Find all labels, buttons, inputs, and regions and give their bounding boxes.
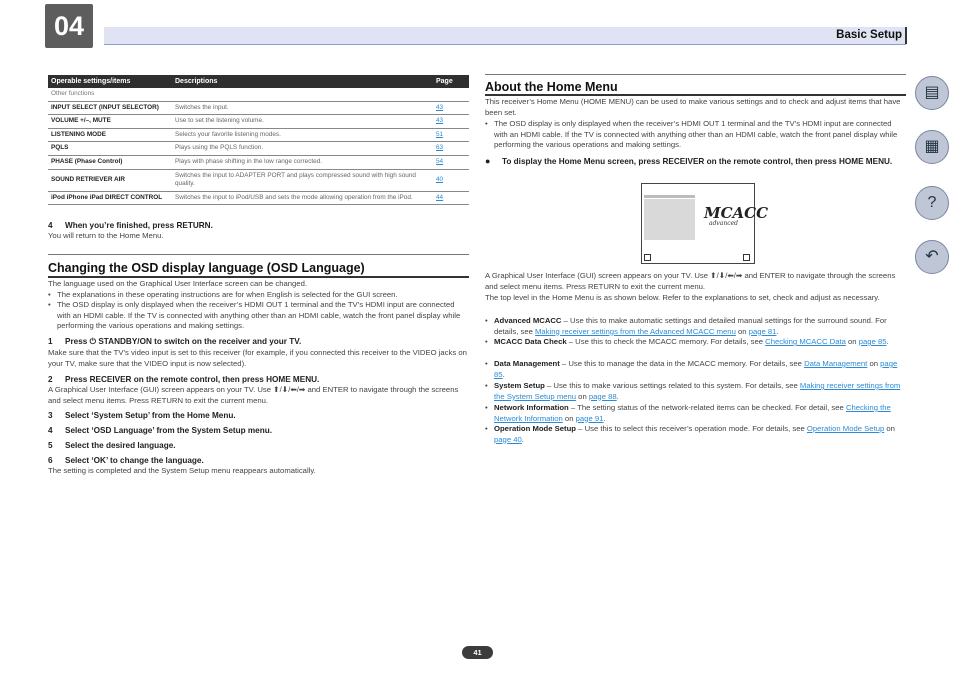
header-divider (905, 27, 907, 44)
step-4: 4 When you’re finished, press RETURN. (48, 221, 213, 230)
section-title-osd-language: Changing the OSD display language (OSD Language) (48, 261, 365, 275)
table-row (48, 101, 469, 115)
item-on: on (562, 413, 576, 423)
item-link[interactable]: Checking the Network Information (494, 403, 891, 423)
gui-menu-list (644, 199, 695, 240)
menu-item-system-setup: • System Setup – Use this to make various settings related to this system. For details, see Making receiver settings from the System Setup menu on page 88. (485, 381, 901, 401)
item-on: on (884, 424, 895, 433)
menu-item-mcacc-data-check: • MCACC Data Check – Use this to check the MCACC memory. For details, see Checking MCACC Data on page 85. (485, 337, 889, 346)
item-text: – The setting status of the network-related items can be checked. For detail, see (568, 403, 846, 412)
top-level-description: The top level in the Home Menu is as shown below. Refer to the explanations to set, check and adjust as necessary. (485, 293, 880, 302)
item-link[interactable]: Operation Mode Setup (806, 424, 885, 433)
step-1: 1 Press ⏻ STANDBY/ON to switch on the receiver and your TV. (48, 337, 302, 346)
table-cell-item: iPod iPhone iPad DIRECT CONTROL (48, 191, 172, 205)
table-row (48, 115, 469, 129)
step-3-text: Select ‘System Setup’ from the Home Menu. (65, 411, 236, 420)
table-subheader: Other functions (48, 88, 469, 101)
table-cell-desc: Switches the input. (172, 101, 433, 115)
section-rule-top (48, 254, 469, 255)
step-4b-text: Select ‘OSD Language’ from the System Setup menu. (65, 426, 273, 435)
back-icon[interactable]: ↶ (915, 240, 949, 274)
right-rule-bottom (485, 94, 906, 96)
table-row (48, 155, 469, 169)
step-6-text: Select ‘OK’ to change the language. (65, 456, 204, 465)
table-header-row (48, 75, 469, 88)
gui-menu-header (644, 195, 695, 198)
step-6: 6 Select ‘OK’ to change the language. (48, 456, 204, 465)
step-5: 5 Select the desired language. (48, 441, 176, 450)
home-menu-intro: This receiver’s Home Menu (HOME MENU) can be used to make various settings and to check and adjust items that have been set. (485, 97, 901, 117)
table-cell-desc: Switches the input to iPod/USB and sets the mode allowing operation from the iPod. (172, 191, 433, 205)
item-name: Data Management (494, 359, 560, 368)
right-rule-top (485, 74, 906, 75)
item-link[interactable]: Making receiver settings from the Advanced MCACC menu (535, 326, 736, 336)
home-menu-bullet-text: The OSD display is only displayed when the receiver’s HDMI OUT 1 terminal and the TV’s HDMI input are connected with an HDMI cable. If the TV is connected with anything other than an HDMI cable, watch the front panel display while performing the various operations and making settings. (494, 119, 898, 150)
step-2: 2 Press RECEIVER on the remote control, then press HOME MENU. (48, 375, 320, 384)
table-header-descriptions: Descriptions (172, 75, 433, 88)
table-cell-item: LISTENING MODE (48, 128, 172, 142)
item-on: on (576, 391, 589, 401)
item-text: – Use this to manage the data in the MCACC memory. For details, see (559, 359, 805, 368)
item-end: . (603, 413, 606, 423)
gui-description: A Graphical User Interface (GUI) screen appears on your TV. Use ⬆/⬇/⬅/➡ and ENTER to navigate through the screens and select menu items. Press RETURN to exit the current menu. (485, 271, 896, 291)
home-menu-bullet: • The OSD display is only displayed when the receiver’s HDMI OUT 1 terminal and the TV’s HDMI input are connected with an HDMI cable. If the TV is connected with anything other than an HDMI cable, watch the front panel display while performing the various operations and making settings. (485, 119, 898, 150)
step-5-text: Select the desired language. (65, 441, 176, 450)
item-name: Advanced MCACC (494, 316, 562, 325)
header-title: Basic Setup (836, 29, 902, 41)
table-cell-desc: Plays using the PQLS function. (172, 142, 433, 156)
table-row (48, 169, 469, 191)
step-4-text: When you’re finished, press RETURN. (65, 221, 213, 230)
item-text: – Use this to make automatic settings and detailed manual settings for the surround sound. For details, see (494, 316, 887, 336)
item-name: Network Information (494, 403, 569, 412)
table-cell-item: SOUND RETRIEVER AIR (48, 169, 172, 191)
gui-exit-icon (743, 254, 750, 261)
table-cell-item: VOLUME +/–, MUTE (48, 115, 172, 129)
item-page-link[interactable]: page 91 (575, 413, 604, 423)
table-header-items: Operable settings/items (48, 75, 172, 88)
table-cell-item: PQLS (48, 142, 172, 156)
chapter-number: 04 (45, 4, 93, 48)
page-number: 41 (462, 646, 493, 659)
menu-item-data-management: • Data Management – Use this to manage the data in the MCACC memory. For details, see Data Management on page 85. (485, 359, 898, 379)
item-link[interactable]: Making receiver settings from the System Setup menu (494, 381, 901, 401)
menu-item-network-information: • Network Information – The setting status of the network-related items can be checked. For detail, see Checking the Network Information on page 91. (485, 403, 891, 423)
table-row (48, 142, 469, 156)
item-page-link[interactable]: page 85 (494, 359, 898, 379)
item-name: Operation Mode Setup (494, 424, 577, 433)
item-link[interactable]: Data Management (804, 359, 868, 368)
item-on: on (845, 337, 859, 346)
table-header-page: Page (433, 75, 469, 88)
step-1-desc: Make sure that the TV’s video input is set to this receiver (for example, if you connected this receiver to the VIDEO jacks on your TV, make sure that the VIDEO input is now selected). (48, 348, 467, 368)
item-on: on (867, 359, 881, 368)
table-cell-desc: Use to set the listening volume. (172, 115, 433, 129)
item-end: . (886, 337, 889, 346)
step-2-text: Press RECEIVER on the remote control, then press HOME MENU. (65, 375, 320, 384)
header-bar (104, 27, 906, 45)
table-page-link[interactable]: 63 (433, 142, 469, 156)
step-4-desc: You will return to the Home Menu. (48, 231, 164, 240)
osd-bullet-1-text: The explanations in these operating instructions are for when English is selected for the GUI screen. (57, 290, 398, 299)
table-cell-desc: Switches the input to ADAPTER PORT and plays compressed sound with high sound quality. (172, 169, 433, 191)
item-text: – Use this to select this receiver’s operation mode. For details, see (576, 424, 807, 433)
table-page-link[interactable]: 43 (433, 101, 469, 115)
item-page-link[interactable]: page 81 (748, 326, 777, 336)
mcacc-logo: MCACC (704, 204, 769, 222)
step-6-desc: The setting is completed and the System Setup menu reappears automatically. (48, 466, 316, 475)
book-icon[interactable]: ▤ (915, 76, 949, 110)
item-name: System Setup (494, 381, 545, 390)
table-cell-desc: Plays with phase shifting in the low range corrected. (172, 155, 433, 169)
gui-return-icon (644, 254, 651, 261)
section-title-home-menu: About the Home Menu (485, 80, 618, 94)
remote-icon[interactable]: ▦ (915, 130, 949, 164)
display-home-menu-step: ● To display the Home Menu screen, press RECEIVER on the remote control, then press HOME MENU. (485, 156, 893, 166)
table-row (48, 191, 469, 205)
table-page-link[interactable]: 44 (433, 191, 469, 205)
step-3: 3 Select ‘System Setup’ from the Home Menu. (48, 411, 236, 420)
item-page-link[interactable]: page 40 (494, 434, 522, 444)
item-text: – Use this to check the MCACC memory. For details, see (566, 337, 766, 346)
table-page-link[interactable]: 51 (433, 128, 469, 142)
table-page-link[interactable]: 40 (433, 169, 469, 191)
item-name: MCACC Data Check (494, 337, 567, 346)
item-on: on (735, 326, 749, 336)
mcacc-logo-subtitle: advanced (709, 220, 739, 227)
item-end: . (521, 434, 524, 444)
section-rule-bottom (48, 276, 469, 278)
table-cell-item: INPUT SELECT (INPUT SELECTOR) (48, 101, 172, 115)
osd-bullet-1: • The explanations in these operating instructions are for when English is selected for the GUI screen. (48, 290, 398, 299)
table-page-link[interactable]: 43 (433, 115, 469, 129)
osd-intro: The language used on the Graphical User Interface screen can be changed. (48, 279, 307, 288)
item-link[interactable]: Checking MCACC Data (765, 337, 846, 346)
osd-bullet-2-text: The OSD display is only displayed when the receiver’s HDMI OUT 1 terminal and the TV’s HDMI input are connected with an HDMI cable. If the TV is connected with anything other than an HDMI cable, watch the front panel display while performing the various operations and making settings. (57, 300, 461, 331)
menu-item-operation-mode-setup: • Operation Mode Setup – Use this to select this receiver’s operation mode. For details, see Operation Mode Setup on page 40. (485, 424, 895, 444)
step-2-desc: A Graphical User Interface (GUI) screen appears on your TV. Use ⬆/⬇/⬅/➡ and ENTER to navigate through the screens and select menu items. Press RETURN to exit the current menu. (48, 385, 459, 405)
item-end: . (502, 369, 505, 379)
step-1-text: Press ⏻ STANDBY/ON to switch on the receiver and your TV. (65, 337, 302, 346)
item-page-link[interactable]: page 85 (858, 337, 887, 346)
item-end: . (776, 326, 779, 336)
help-icon[interactable]: ? (915, 186, 949, 220)
item-end: . (616, 391, 619, 401)
table-subheader-row (48, 88, 469, 101)
table-page-link[interactable]: 54 (433, 155, 469, 169)
menu-item-advanced-mcacc: • Advanced MCACC – Use this to make automatic settings and detailed manual settings for the surround sound. For details, see Making receiver settings from the Advanced MCACC menu on page 81. (485, 316, 887, 336)
step-4b: 4 Select ‘OSD Language’ from the System Setup menu. (48, 426, 273, 435)
table-cell-item: PHASE (Phase Control) (48, 155, 172, 169)
osd-bullet-2: • The OSD display is only displayed when the receiver’s HDMI OUT 1 terminal and the TV’s HDMI input are connected with an HDMI cable. If the TV is connected with anything other than an HDMI cable, watch the front panel display while performing the various operations and making settings. (48, 300, 461, 331)
display-home-menu-text: To display the Home Menu screen, press RECEIVER on the remote control, then press HOME MENU. (502, 157, 893, 166)
table-cell-desc: Selects your favorite listening modes. (172, 128, 433, 142)
operations-table (48, 75, 469, 205)
item-page-link[interactable]: page 88 (588, 391, 617, 401)
item-text: – Use this to make various settings related to this system. For details, see (544, 381, 800, 390)
table-row (48, 128, 469, 142)
